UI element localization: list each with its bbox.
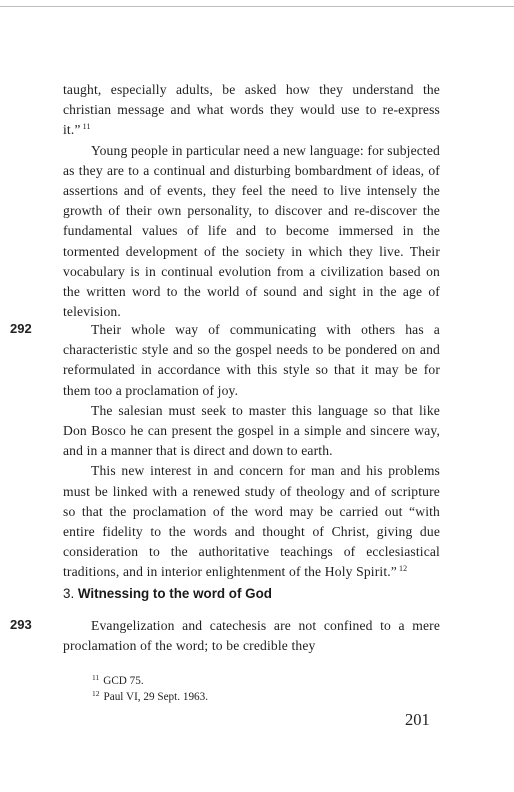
paragraph-text: taught, especially adults, be asked how they understand the christian message and what words they would use to re-express it.”: [63, 82, 440, 138]
top-rule: [0, 6, 514, 7]
paragraph: Young people in particular need a new language: for subjected as they are to a continual and disturbing bombardment of ideas, of assertions and of events, they feel the need to live intensely the growth of their own personality, to discover and re-discover the fundamental values of life and to become immersed in the tormented development of the society in which they live. Their vocabulary is in continual evolution from a civilization based on the written word to the world of sound and sight in the age of television.: [63, 142, 440, 320]
paragraph-continuation: [63, 80, 440, 141]
page-number: 201: [405, 710, 430, 729]
footnote-text: Paul VI, 29 Sept. 1963.: [103, 691, 209, 703]
footnote-text: GCD 75.: [103, 675, 144, 687]
footnote: [92, 673, 144, 689]
paragraph: The salesian must seek to master this language so that like Don Bosco he can present the gospel in a simple and sincere way, and in a manner that is direct and down to earth.: [63, 402, 440, 459]
section-heading: [63, 586, 272, 601]
footnote-reference: 11: [82, 122, 91, 132]
section-number: 3.: [63, 586, 75, 601]
footnote-mark: 11: [92, 673, 100, 682]
text-block-292: [63, 320, 440, 583]
margin-number: 293: [10, 617, 32, 632]
footnote: [92, 689, 208, 705]
text-block-293: [63, 616, 440, 656]
footnote-reference: 12: [398, 564, 408, 574]
paragraph: Their whole way of communicating with others has a characteristic style and so the gospel needs to be pondered on and reformulated in accordance with this style so that it may be for them too a proclamation of joy.: [63, 322, 440, 398]
paragraph: [63, 461, 440, 582]
text-block-top: [63, 80, 440, 322]
margin-number: 292: [10, 321, 32, 336]
footnote-mark: 12: [92, 689, 100, 698]
paragraph-text: This new interest in and concern for man and his problems must be linked with a renewed study of theology and of scripture so that the proclamation of the word may be carried out “with entire fidelity to the words and thought of Christ, giving due consideration to the authoritative teachings of ecclesiastical traditions, and in interior enlightenment of the Holy Spirit.”: [63, 463, 440, 580]
paragraph: Evangelization and catechesis are not confined to a mere proclamation of the word; to be credible they: [63, 618, 440, 654]
section-title: Witnessing to the word of God: [77, 586, 272, 601]
